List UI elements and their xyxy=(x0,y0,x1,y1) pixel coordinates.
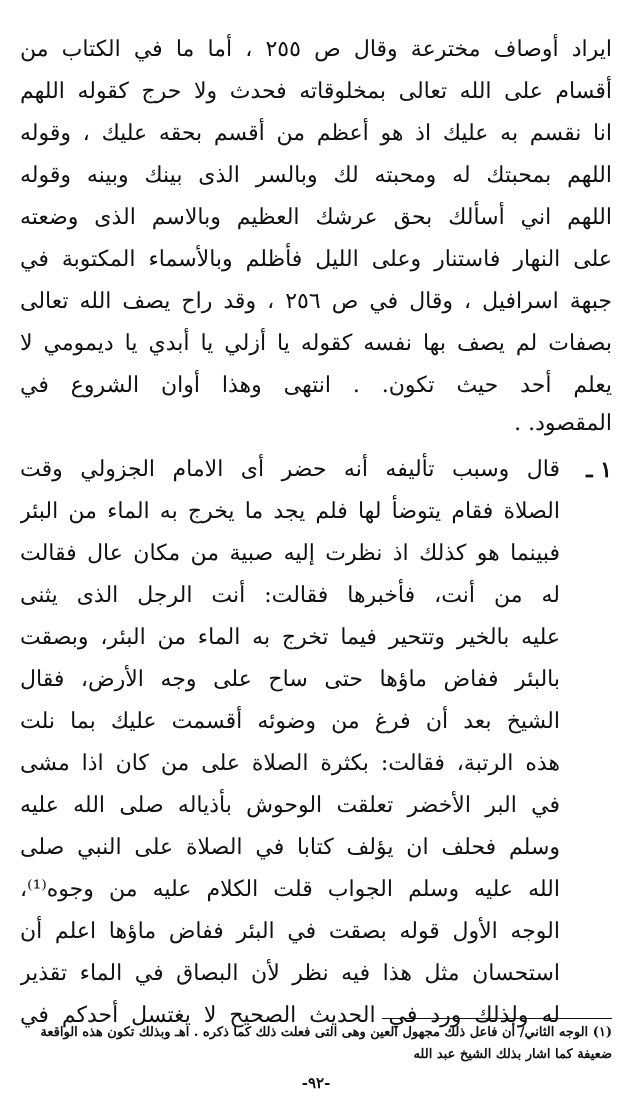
body-line: بصفات لم يصف بها نفسه كقوله يا أزلي يا أبدي يا ديمومي لا xyxy=(20,331,612,356)
body-line: على النهار فاستنار وعلى الليل فأظلم وبالأسماء المكتوبة في xyxy=(20,247,612,272)
item-line: الشيخ بعد أن فرغ من وضوئه أقسمت عليك بما نلت xyxy=(20,709,560,734)
item-line: الوجه الأول قوله بصقت في البئر ففاض ماؤها اعلم أن xyxy=(20,919,560,944)
item-line: استحسان مثل هذا فيه نظر لأن البصاق في الماء تقذير xyxy=(20,961,560,986)
body-line: يعلم أحد حيث تكون. . انتهى وهذا أوان الشروع في xyxy=(20,373,612,398)
item-number: ١ ـ xyxy=(586,457,612,483)
body-line: أقسام على الله تعالى بمخلوقاته فحدث ولا حرج كقوله اللهم xyxy=(20,79,612,104)
body-line: اللهم اني أسألك بحق عرشك العظيم وبالاسم الذى وضعته xyxy=(20,205,612,230)
body-line: انا نقسم به عليك اذ هو أعظم من أقسم بحقه عليك ، وقوله xyxy=(20,121,612,146)
item-line: له ولذلك ورد في الحديث الصحيح لا يغتسل أحدكم في xyxy=(20,1003,560,1028)
body-line: المقصود. . xyxy=(514,411,612,436)
body-line: جبهة اسرافيل ، وقال في ص ٢٥٦ ، وقد راح يصف الله تعالى xyxy=(20,289,612,314)
item-line: قال وسبب تأليفه أنه حضر أى الامام الجزولي وقت xyxy=(20,457,560,482)
item-line: وسلم فحلف ان يؤلف كتابا في الصلاة على النبي صلى xyxy=(20,835,560,860)
item-line: بالبئر ففاض ماؤها حتى ساح على وجه الأرض، فقال xyxy=(20,667,560,692)
item-line: الصلاة فقام يتوضأ لها فلم يجد ما يخرج به الماء من البئر xyxy=(20,499,560,524)
item-line: الله عليه وسلم الجواب قلت الكلام عليه من وجوه⁽¹⁾، xyxy=(20,877,560,902)
page-number: -٩٢- xyxy=(301,1074,331,1092)
footnote-separator xyxy=(382,1018,612,1019)
item-line: عليه بالخير وتتحير فيما تخرج به الماء من البئر، وبصقت xyxy=(20,625,560,650)
item-line: فبينما هو كذلك اذ نظرت إليه صبية من مكان عال فقالت xyxy=(20,541,560,566)
footnote-line: ضعيفة كما اشار بذلك الشيخ عبد الله xyxy=(413,1047,612,1062)
body-line: ايراد أوصاف مخترعة وقال ص ٢٥٥ ، أما ما في الكتاب من xyxy=(20,37,612,62)
body-line: اللهم بمحبتك له ومحبته لك وبالسر الذى بينك وبينه وقوله xyxy=(20,163,612,188)
footnote-line: (١) الوجه الثاني/ أن فاعل ذلك مجهول العين وهى التى فعلت ذلك كما ذكره . اهـ وبذلك تكون هذه الواقعة xyxy=(40,1025,612,1040)
item-line: في البر الأخضر تعلقت الوحوش بأذياله صلى الله عليه xyxy=(20,793,560,818)
item-line: هذه الرتبة، فقالت: بكثرة الصلاة على من كان اذا مشى xyxy=(20,751,560,776)
item-line: له من أنت، فأخبرها فقالت: أنت الرجل الذى يثنى xyxy=(20,583,560,608)
